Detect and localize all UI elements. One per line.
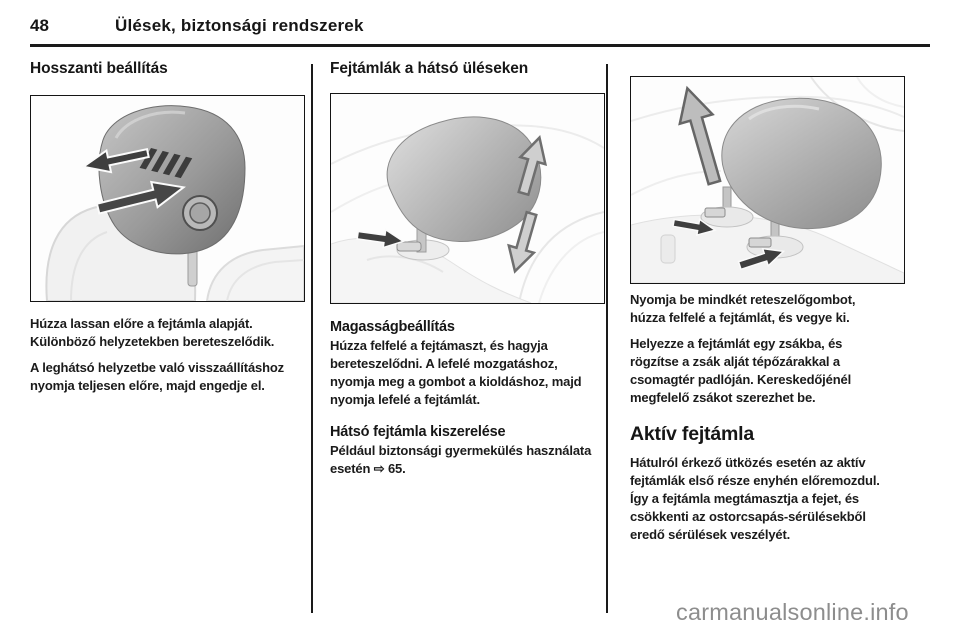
- column-longitudinal-adjustment: [30, 60, 298, 395]
- paragraph: A leghátsó helyzetbe való visszaállításhoz nyomja teljesen előre, majd engedje el.: [30, 360, 285, 393]
- paragraph: Húzza felfelé a fejtámaszt, és hagyja bereteszelődni. A lefelé mozgatáshoz, nyomja meg a gombot a kioldáshoz, majd nyomja lefelé a fejtámlát.: [330, 338, 582, 407]
- section-heading-longitudinal: Hosszanti beállítás: [30, 60, 168, 77]
- headrest-shape: [99, 106, 245, 254]
- subheading-height-adjustment: Magasságbeállítás: [330, 319, 455, 335]
- watermark: carmanualsonline.info: [676, 599, 909, 625]
- header-divider: [30, 44, 930, 47]
- paragraph: Helyezze a fejtámlát egy zsákba, és rögzítse a zsák alját tépőzárakkal a csomagtér padlóján. Kereskedőjénél megfelelő zsákot szerezhet be.: [630, 336, 852, 405]
- release-button: [749, 238, 771, 247]
- page-number: 48: [30, 16, 49, 35]
- section-heading-rear-headrests: Fejtámlák a hátsó üléseken: [330, 60, 529, 77]
- rear-headrest-removal-illustration: [630, 76, 905, 284]
- page-title: Ülések, biztonsági rendszerek: [115, 16, 364, 35]
- section-heading-active-headrest: Aktív fejtámla: [630, 423, 754, 445]
- column-divider-right: [606, 64, 608, 613]
- paragraph-with-page-reference: Például biztonsági gyermekülés használata esetén ⇨ 65.: [330, 443, 592, 476]
- column-divider-left: [311, 64, 313, 613]
- headrest-drawing: [631, 77, 904, 283]
- shelf-detail: [661, 235, 675, 263]
- paragraph: Hátulról érkező ütközés esetén az aktív fejtámlák első része enyhén előremozdul. Így a fejtámla megtámasztja a fejet, és csökkenti az ostorcsapás-sérülésekből eredő sérülések veszélyét.: [630, 455, 880, 542]
- paragraph: Húzza lassan előre a fejtámla alapját. Különböző helyzetekben bereteszelődik.: [30, 316, 275, 349]
- column-rear-headrests: [330, 60, 598, 478]
- rear-headrest-height-illustration: [330, 93, 605, 304]
- release-button-inner: [190, 203, 210, 223]
- release-button: [705, 208, 725, 217]
- column-headrest-removal-active: [630, 60, 894, 544]
- headrest-drawing: [31, 96, 304, 301]
- front-headrest-longitudinal-illustration: [30, 95, 305, 302]
- subheading-rear-headrest-removal: Hátsó fejtámla kiszerelése: [330, 424, 506, 440]
- release-button: [397, 242, 421, 251]
- headrest-drawing: [331, 94, 604, 303]
- paragraph: Nyomja be mindkét reteszelőgombot, húzza felfelé a fejtámlát, és vegye ki.: [630, 292, 856, 325]
